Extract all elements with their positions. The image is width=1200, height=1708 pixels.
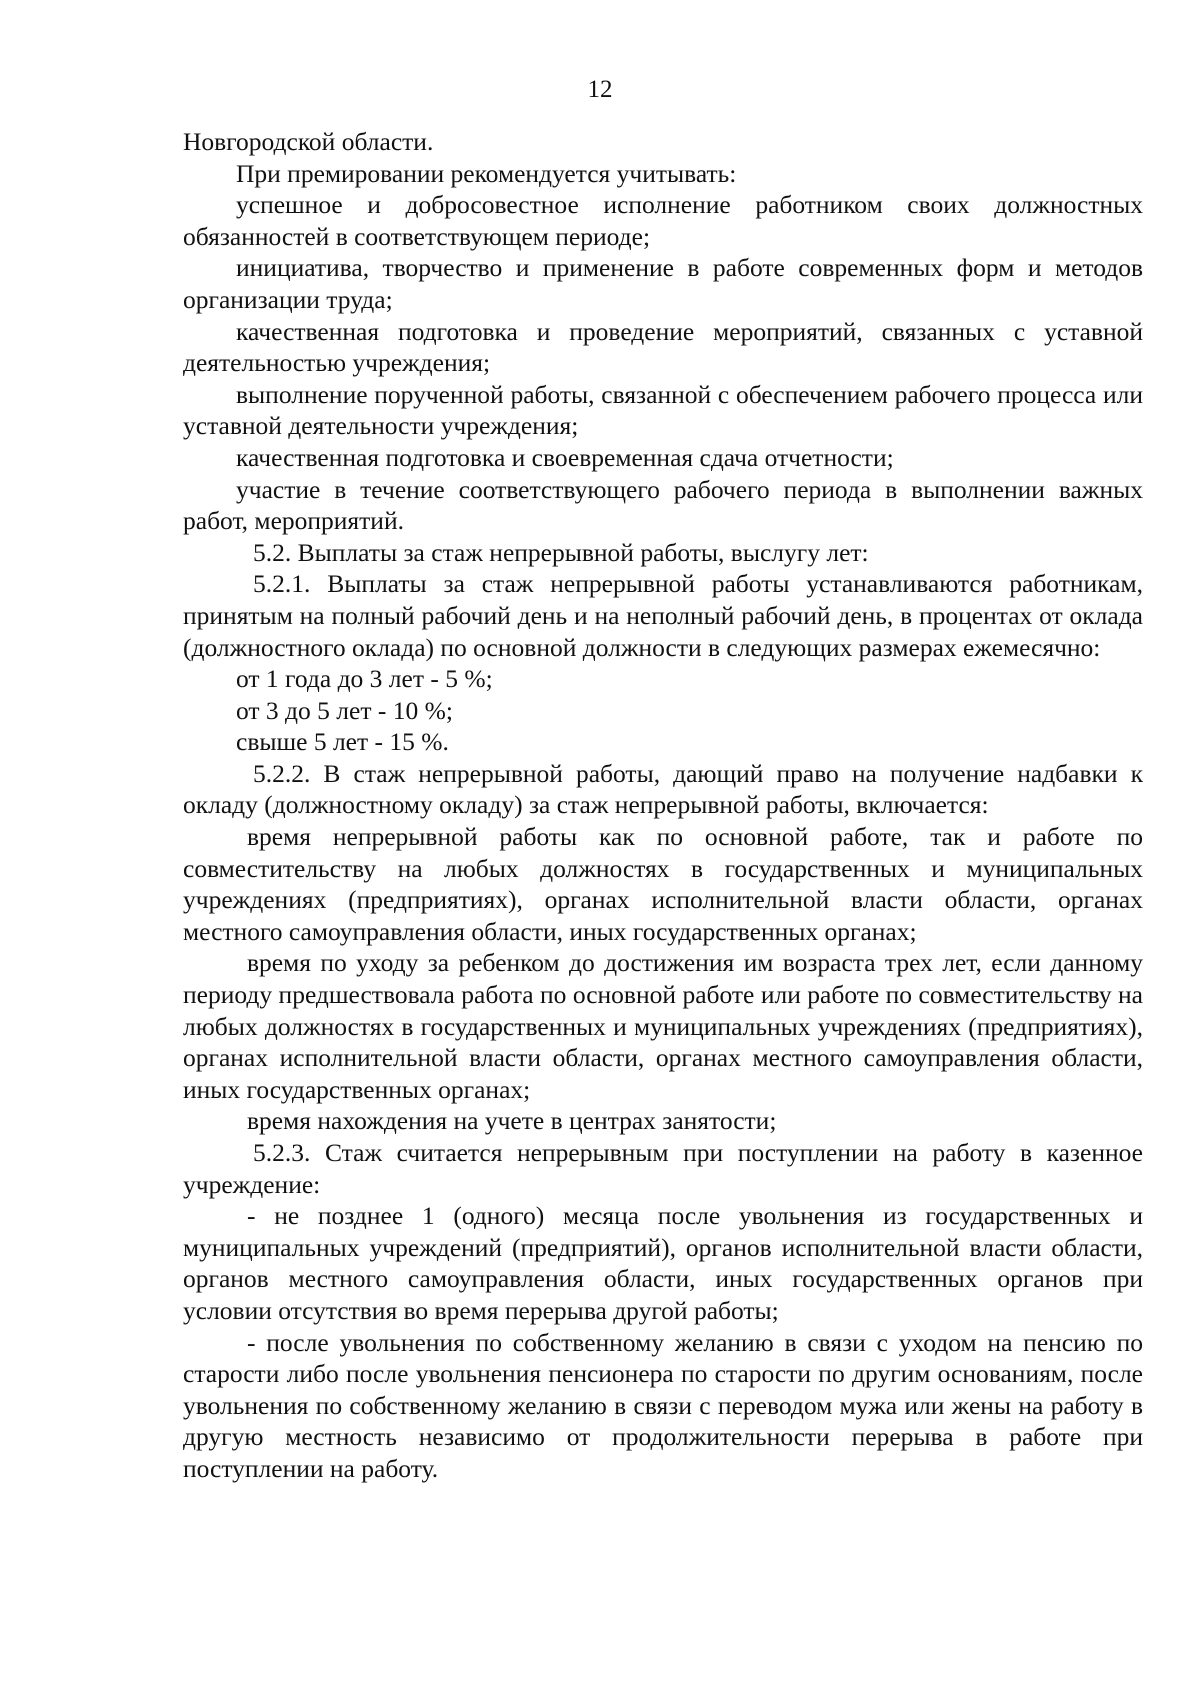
- paragraph: время непрерывной работы как по основной работе, так и работе по совместительству на любых должностях в государственных и муниципальных учреждениях (предприятиях), органах исполнительной власти области, органах местного самоуправления области, иных государственных органах;: [183, 822, 1143, 946]
- paragraph: время нахождения на учете в центрах занятости;: [247, 1106, 777, 1136]
- paragraph: 5.2.3. Стаж считается непрерывным при поступлении на работу в казенное учреждение:: [183, 1138, 1143, 1199]
- paragraph: время по уходу за ребенком до достижения им возраста трех лет, если данному периоду предшествовала работа по основной работе или работе по совместительству на любых должностях в государственных и муниципальных учреждениях (предприятиях), органах исполнительной власти области, органах местного самоуправления области, иных государственных органах;: [183, 948, 1143, 1104]
- paragraph: 5.2.2. В стаж непрерывной работы, дающий право на получение надбавки к окладу (должностному окладу) за стаж непрерывной работы, включается:: [183, 758, 1143, 820]
- paragraph: качественная подготовка и своевременная сдача отчетности;: [236, 442, 894, 472]
- paragraph: Новгородской области.: [183, 127, 434, 156]
- section-heading: 5.2. Выплаты за стаж непрерывной работы, выслугу лет:: [253, 537, 869, 567]
- document-body: [183, 126, 1143, 1485]
- paragraph: 5.2.1. Выплаты за стаж непрерывной работы устанавливаются работникам, принятым на полный рабочий день и на неполный рабочий день, в процентах от оклада (должностного оклада) по основной должности в следующих размерах ежемесячно:: [183, 569, 1143, 662]
- paragraph: инициатива, творчество и применение в работе современных форм и методов организации труда;: [183, 253, 1143, 314]
- paragraph: успешное и добросовестное исполнение работником своих должностных обязанностей в соответствующем периоде;: [183, 190, 1143, 251]
- list-item: - после увольнения по собственному желанию в связи с уходом на пенсию по старости либо после увольнения пенсионера по старости по другим основаниям, после увольнения по собственному желанию в связи с переводом мужа или жены на работу в другую местность независимо от продолжительности перерыва в работе при поступлении на работу.: [183, 1327, 1143, 1483]
- paragraph: участие в течение соответствующего рабочего периода в выполнении важных работ, мероприятий.: [183, 474, 1143, 536]
- page-number: 12: [587, 76, 613, 103]
- list-item: от 3 до 5 лет - 10 %;: [236, 695, 453, 725]
- paragraph: выполнение порученной работы, связанной с обеспечением рабочего процесса или уставной деятельности учреждения;: [183, 379, 1143, 441]
- list-item: свыше 5 лет - 15 %.: [236, 727, 449, 757]
- list-item: - не позднее 1 (одного) месяца после увольнения из государственных и муниципальных учреждений (предприятий), органов исполнительной власти области, органов местного самоуправления области, иных государственных органов при условии отсутствия во время перерыва другой работы;: [183, 1201, 1143, 1325]
- paragraph: качественная подготовка и проведение мероприятий, связанных с уставной деятельностью учреждения;: [183, 316, 1143, 378]
- list-item: от 1 года до 3 лет - 5 %;: [236, 664, 493, 694]
- paragraph: При премировании рекомендуется учитывать:: [236, 158, 737, 188]
